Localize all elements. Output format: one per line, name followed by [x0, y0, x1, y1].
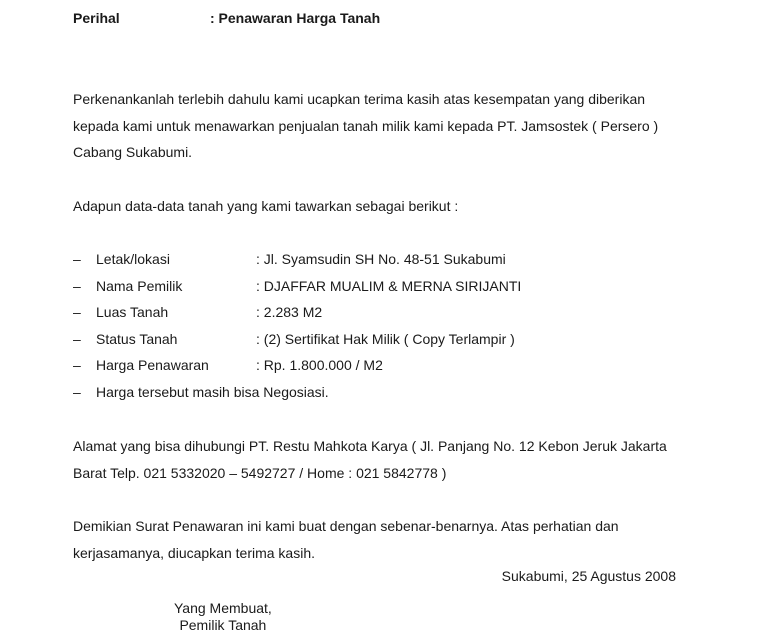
closing-paragraph: Demikian Surat Penawaran ini kami buat dengan sebenar-benarnya. Atas perhatian dan kerjasamanya, diucapkan terima kasih.: [73, 518, 619, 561]
item-key: Status Tanah: [96, 330, 178, 347]
address-paragraph: Alamat yang bisa dihubungi PT. Restu Mahkota Karya ( Jl. Panjang No. 12 Kebon Jeruk Jakarta Barat Telp. 021 5332020 – 5492727 / Home : 021 5842778 ): [73, 438, 667, 481]
item-value: : Rp. 1.800.000 / M2: [256, 357, 383, 374]
signature-line-2: Pemilik Tanah: [179, 617, 267, 633]
item-value: : DJAFFAR MUALIM & MERNA SIRIJANTI: [256, 277, 522, 294]
list-dash: –: [73, 330, 81, 347]
item-key: Harga Penawaran: [96, 357, 209, 374]
list-dash: –: [73, 357, 81, 374]
list-item: [73, 352, 683, 379]
opening-paragraph: Perkenankanlah terlebih dahulu kami ucapkan terima kasih atas kesempatan yang diberikan kepada kami untuk menawarkan penjualan tanah milik kami kepada PT. Jamsostek ( Persero ) Cabang Sukabumi.: [73, 91, 659, 161]
land-data-list: [73, 246, 683, 406]
subject-label: Perihal: [73, 10, 120, 26]
list-item: [73, 246, 683, 273]
item-key: Luas Tanah: [96, 304, 169, 321]
list-dash: –: [73, 251, 81, 267]
list-dash: –: [73, 277, 81, 294]
list-dash: –: [73, 383, 81, 400]
list-item: [73, 326, 683, 353]
list-item: [73, 379, 683, 406]
item-key: Nama Pemilik: [96, 277, 183, 294]
subject-line: [73, 10, 380, 26]
item-key: Letak/lokasi: [96, 251, 170, 267]
item-key: Harga tersebut masih bisa Negosiasi.: [96, 383, 329, 400]
list-item: [73, 299, 683, 326]
list-intro-paragraph: Adapun data-data tanah yang kami tawarkan sebagai berikut :: [73, 198, 459, 214]
list-item: [73, 273, 683, 300]
signature-line-1: Yang Membuat,: [174, 600, 272, 616]
list-dash: –: [73, 304, 81, 321]
item-value: : (2) Sertifikat Hak Milik ( Copy Terlampir ): [256, 330, 515, 347]
item-value: : Jl. Syamsudin SH No. 48-51 Sukabumi: [256, 251, 506, 267]
letter-date: Sukabumi, 25 Agustus 2008: [501, 568, 676, 584]
item-value: : 2.283 M2: [256, 304, 323, 321]
subject-value: : Penawaran Harga Tanah: [210, 10, 381, 26]
signature-block: [174, 600, 272, 634]
